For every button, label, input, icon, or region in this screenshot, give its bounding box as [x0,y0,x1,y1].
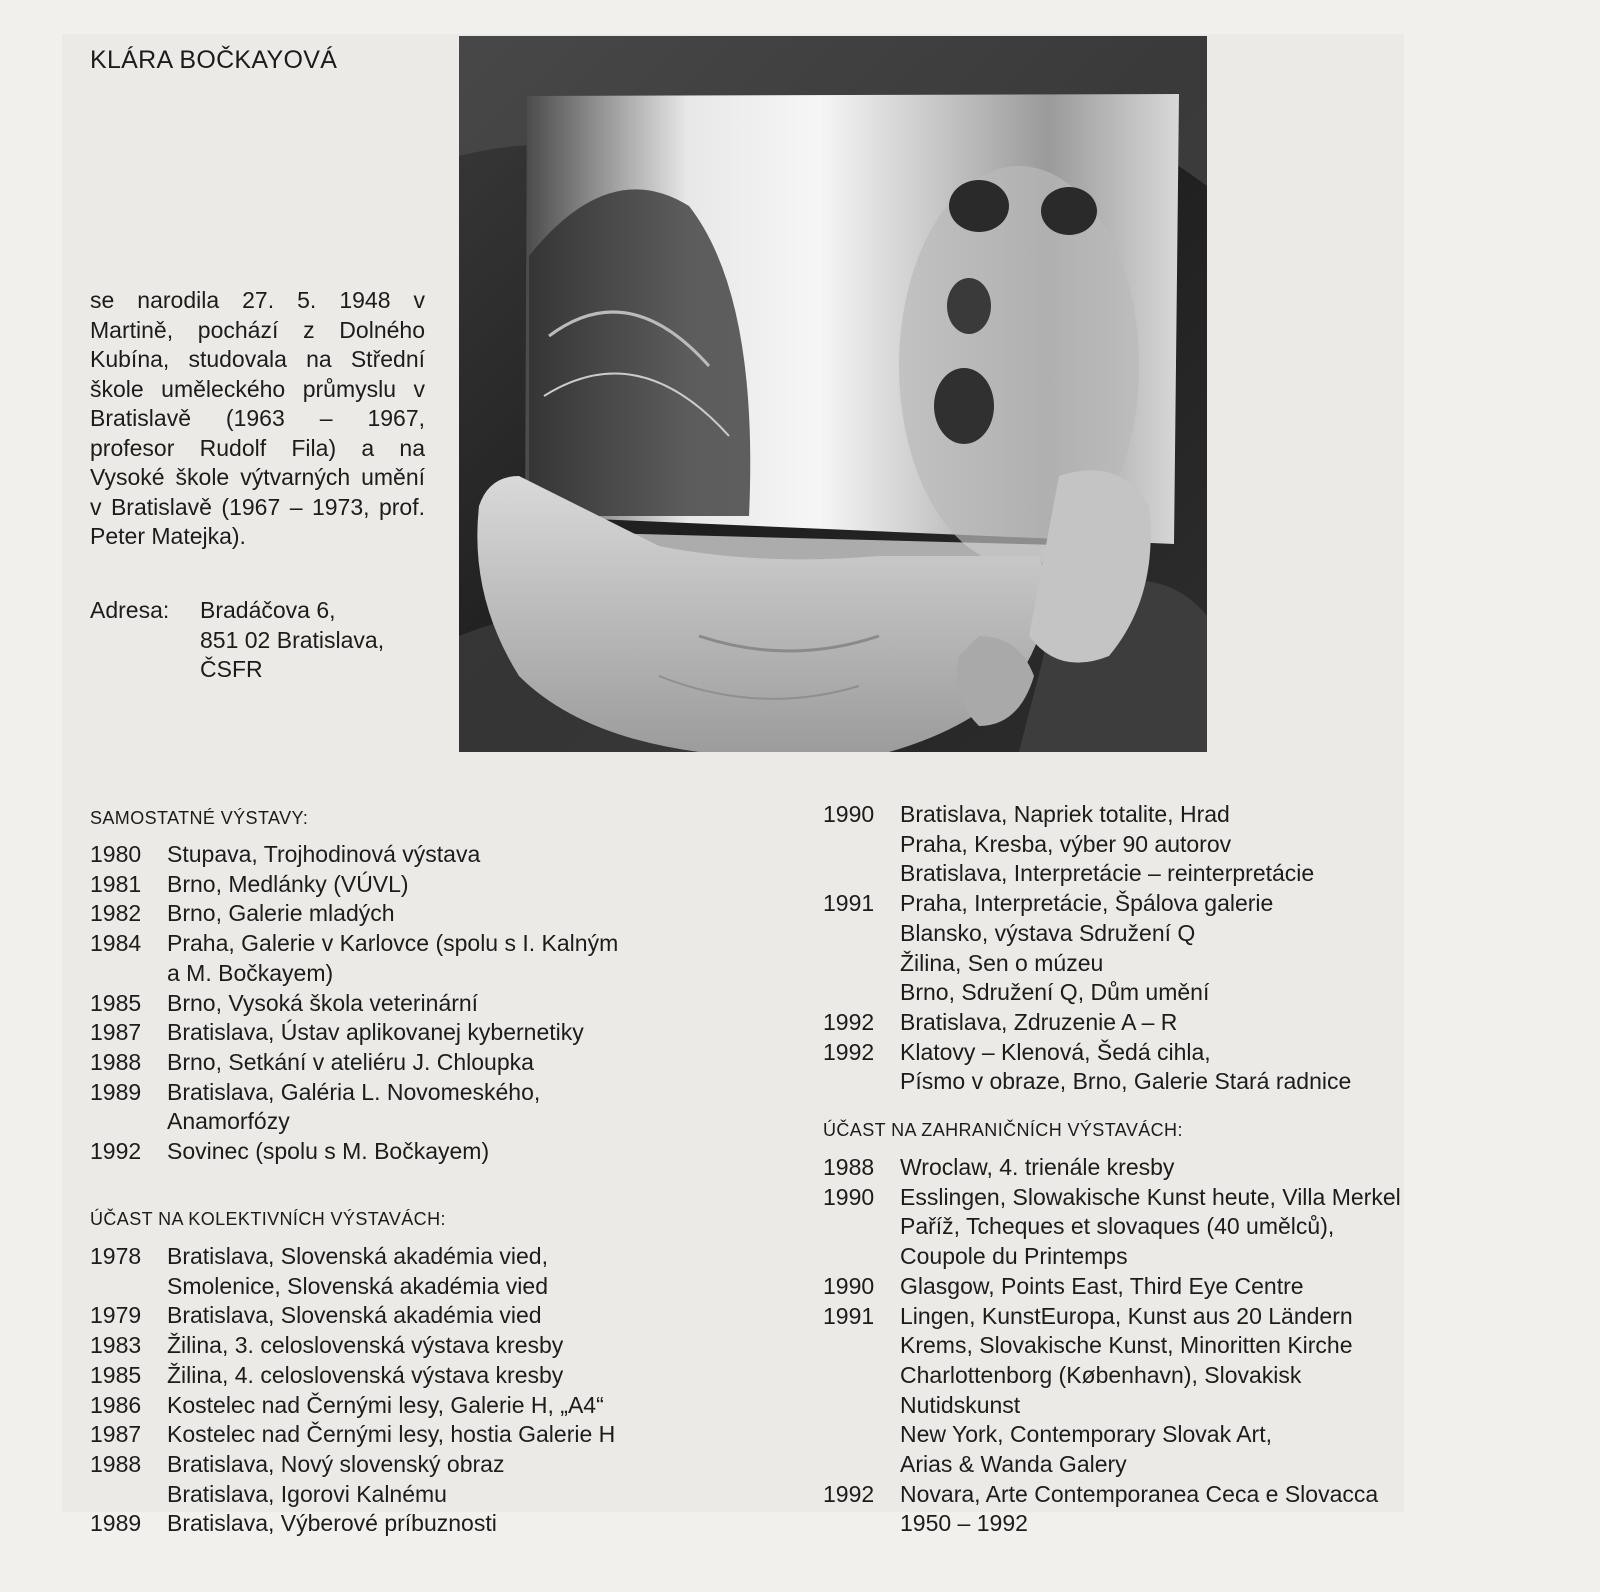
exhibition-text: Lingen, KunstEuropa, Kunst aus 20 Ländern [900,1302,1353,1329]
artist-name: KLÁRA BOČKAYOVÁ [90,46,338,74]
exhibition-entry [823,1183,1401,1213]
exhibition-text: Krems, Slovakische Kunst, Minoritten Kirche [900,1332,1353,1359]
exhibition-year: 1988 [90,1450,142,1477]
exhibition-text: a M. Bočkayem) [167,959,334,986]
exhibition-year [823,949,900,979]
exhibition-text: Novara, Arte Contemporanea Ceca e Slovacca [900,1480,1379,1507]
exhibition-text: Bratislava, Slovenská akadémia vied, [167,1243,548,1269]
exhibition-entry [90,870,618,900]
exhibition-year: 1988 [90,1048,142,1075]
exhibition-entry [90,1391,615,1421]
exhibition-entry [823,1480,1401,1510]
exhibition-text: Bratislava, Galéria L. Novomeského, [167,1078,541,1105]
address-line: 851 02 Bratislava, [200,626,385,653]
exhibition-year: 1989 [90,1078,142,1105]
exhibition-year [90,1480,167,1510]
exhibition-entry [90,899,618,929]
exhibition-year: 1984 [90,930,142,957]
exhibition-entry [90,1078,618,1108]
exhibition-text: Klatovy – Klenová, Šedá cihla, [900,1038,1211,1065]
exhibition-year: 1985 [90,989,142,1016]
exhibition-entry-continuation [823,830,1351,860]
exhibition-entry-continuation [90,1272,615,1302]
exhibition-year: 1989 [90,1510,142,1537]
exhibition-year: 1980 [90,841,142,867]
exhibition-text: Bratislava, Výberové príbuznosti [167,1510,497,1537]
exhibition-year [823,978,900,1008]
exhibition-text: Brno, Galerie mladých [167,900,395,927]
exhibition-text: Kostelec nad Černými lesy, Galerie H, „A4“ [167,1391,604,1418]
exhibition-text: Smolenice, Slovenská akadémia vied [167,1272,548,1299]
exhibition-entry [823,1272,1401,1302]
exhibition-text: Wroclaw, 4. trienále kresby [900,1154,1175,1180]
exhibition-year [823,1242,900,1272]
exhibition-entry-continuation [90,959,618,989]
exhibition-text: Coupole du Printemps [900,1243,1128,1270]
exhibition-year: 1990 [823,801,875,827]
exhibition-text: Žilina, 4. celoslovenská výstava kresby [167,1361,564,1388]
exhibition-text: Praha, Interpretácie, Špálova galerie [900,890,1274,917]
exhibition-year: 1986 [90,1391,142,1418]
exhibition-text: Bratislava, Napriek totalite, Hrad [900,801,1230,827]
collective-exhibitions-list-continued [823,800,1351,1097]
artwork-photo [459,36,1207,752]
address-line: ČSFR [200,656,263,682]
exhibition-year: 1992 [90,1138,142,1165]
exhibition-year: 1990 [823,1272,875,1299]
exhibition-text: Kostelec nad Černými lesy, hostia Galerie H [167,1421,616,1448]
exhibition-entry [90,1242,615,1272]
exhibition-entry [823,800,1351,830]
exhibition-year [823,1509,900,1539]
exhibition-year [823,1361,900,1391]
exhibition-entry [90,1018,618,1048]
collective-exhibitions-heading: ÚČAST NA KOLEKTIVNÍCH VÝSTAVÁCH: [90,1209,446,1229]
address-lines [200,596,460,685]
exhibition-entry-continuation [823,1450,1401,1480]
exhibition-entry-continuation [823,1361,1401,1391]
exhibition-year [823,1331,900,1361]
exhibition-year: 1985 [90,1361,142,1388]
exhibition-year: 1992 [823,1480,875,1507]
exhibition-text: Glasgow, Points East, Third Eye Centre [900,1272,1304,1299]
exhibition-entry-continuation [823,1391,1401,1421]
exhibition-year: 1983 [90,1332,142,1359]
exhibition-year [823,830,900,860]
exhibition-year: 1987 [90,1019,142,1046]
artist-biography: se narodila 27. 5. 1948 v Martině, pochází z Dolného Kubína, studovala na Střední škole uměleckého průmyslu v Bratislavě (1963 – 1967, profesor Rudolf Fila) a na Vysoké škole výtvarných umění v Bratislavě (1967 – 1973, prof. Peter Matejka). [90,287,425,549]
exhibition-text: Bratislava, Ústav aplikovanej kybernetiky [167,1019,584,1046]
exhibition-year: 1978 [90,1243,142,1269]
exhibition-entry-continuation [823,1331,1401,1361]
exhibition-year: 1982 [90,900,142,927]
exhibition-year: 1981 [90,870,142,897]
exhibition-entry-continuation [90,1480,615,1510]
exhibition-entry-continuation [823,1242,1401,1272]
exhibition-entry [90,989,618,1019]
exhibition-text: Praha, Galerie v Karlovce (spolu s I. Kalným [167,930,619,957]
exhibition-entry-continuation [823,1067,1351,1097]
exhibition-text: Paříž, Tcheques et slovaques (40 umělců), [900,1213,1335,1240]
exhibition-text: Brno, Medlánky (VÚVL) [167,870,409,897]
exhibition-entry [90,1450,615,1480]
exhibition-text: Bratislava, Slovenská akadémia vied [167,1302,542,1329]
exhibition-entry-continuation [823,1212,1401,1242]
exhibition-text: Žilina, 3. celoslovenská výstava kresby [167,1332,564,1359]
exhibition-year: 1992 [823,1008,875,1035]
exhibition-year [823,859,900,889]
exhibition-text: Bratislava, Igorovi Kalnému [167,1480,447,1507]
exhibition-entry [823,1153,1401,1183]
exhibition-entry-continuation [823,859,1351,889]
exhibition-year: 1992 [823,1038,875,1065]
exhibition-year [90,1107,167,1137]
exhibition-text: Praha, Kresba, výber 90 autorov [900,830,1232,857]
exhibition-text: Anamorfózy [167,1108,290,1135]
exhibition-text: Charlottenborg (København), Slovakisk [900,1361,1302,1388]
exhibition-year: 1990 [823,1183,875,1210]
artwork-photo-graphic [459,36,1207,752]
solo-exhibitions-list [90,840,618,1167]
exhibition-text: Brno, Setkání v ateliéru J. Chloupka [167,1048,534,1075]
exhibition-entry-continuation [823,1509,1401,1539]
exhibition-year [823,1391,900,1421]
exhibition-text: Bratislava, Nový slovenský obraz [167,1450,505,1477]
exhibition-year: 1979 [90,1302,142,1329]
exhibition-entry [90,840,618,870]
exhibition-entry [823,1008,1351,1038]
exhibition-text: Sovinec (spolu s M. Bočkayem) [167,1138,490,1165]
exhibition-year [823,1212,900,1242]
exhibition-entry [90,1048,618,1078]
address-label: Adresa: [90,597,170,623]
exhibition-year [90,1272,167,1302]
exhibition-entry [90,1301,615,1331]
exhibition-text: Brno, Sdružení Q, Dům umění [900,979,1210,1006]
exhibition-entry [90,1420,615,1450]
exhibition-entry [90,1137,618,1167]
exhibition-entry-continuation [90,1107,618,1137]
exhibition-year: 1991 [823,890,875,917]
exhibition-entry-continuation [823,919,1351,949]
exhibition-year: 1991 [823,1302,875,1329]
exhibition-text: Nutidskunst [900,1391,1021,1418]
exhibition-entry [90,929,618,959]
collective-exhibitions-list [90,1242,615,1539]
exhibition-text: Arias & Wanda Galery [900,1451,1127,1478]
foreign-exhibitions-list [823,1153,1401,1539]
exhibition-year [823,1067,900,1097]
exhibition-entry-continuation [823,949,1351,979]
exhibition-entry-continuation [823,978,1351,1008]
exhibition-year [823,919,900,949]
address-line: Bradáčova 6, [200,597,336,623]
solo-exhibitions-heading: SAMOSTATNÉ VÝSTAVY: [90,808,309,828]
exhibition-year: 1988 [823,1154,875,1180]
exhibition-year [823,1450,900,1480]
exhibition-text: New York, Contemporary Slovak Art, [900,1421,1272,1448]
exhibition-entry [823,1038,1351,1068]
exhibition-text: Bratislava, Zdruzenie A – R [900,1008,1178,1035]
exhibition-entry-continuation [823,1420,1401,1450]
exhibition-text: 1950 – 1992 [900,1510,1028,1537]
exhibition-entry [90,1509,615,1539]
exhibition-year [823,1420,900,1450]
exhibition-text: Písmo v obraze, Brno, Galerie Stará radnice [900,1068,1352,1095]
exhibition-text: Stupava, Trojhodinová výstava [167,841,481,867]
exhibition-text: Žilina, Sen o múzeu [900,949,1104,976]
exhibition-entry [823,1302,1401,1332]
exhibition-entry [90,1331,615,1361]
exhibition-year [90,959,167,989]
exhibition-text: Bratislava, Interpretácie – reinterpretácie [900,860,1315,887]
exhibition-text: Esslingen, Slowakische Kunst heute, Villa Merkel [900,1183,1401,1210]
exhibition-entry [823,889,1351,919]
exhibition-text: Brno, Vysoká škola veterinární [167,989,479,1016]
exhibition-year: 1987 [90,1421,142,1448]
exhibition-entry [90,1361,615,1391]
exhibition-text: Blansko, výstava Sdružení Q [900,919,1196,946]
foreign-exhibitions-heading: ÚČAST NA ZAHRANIČNÍCH VÝSTAVÁCH: [823,1120,1183,1140]
